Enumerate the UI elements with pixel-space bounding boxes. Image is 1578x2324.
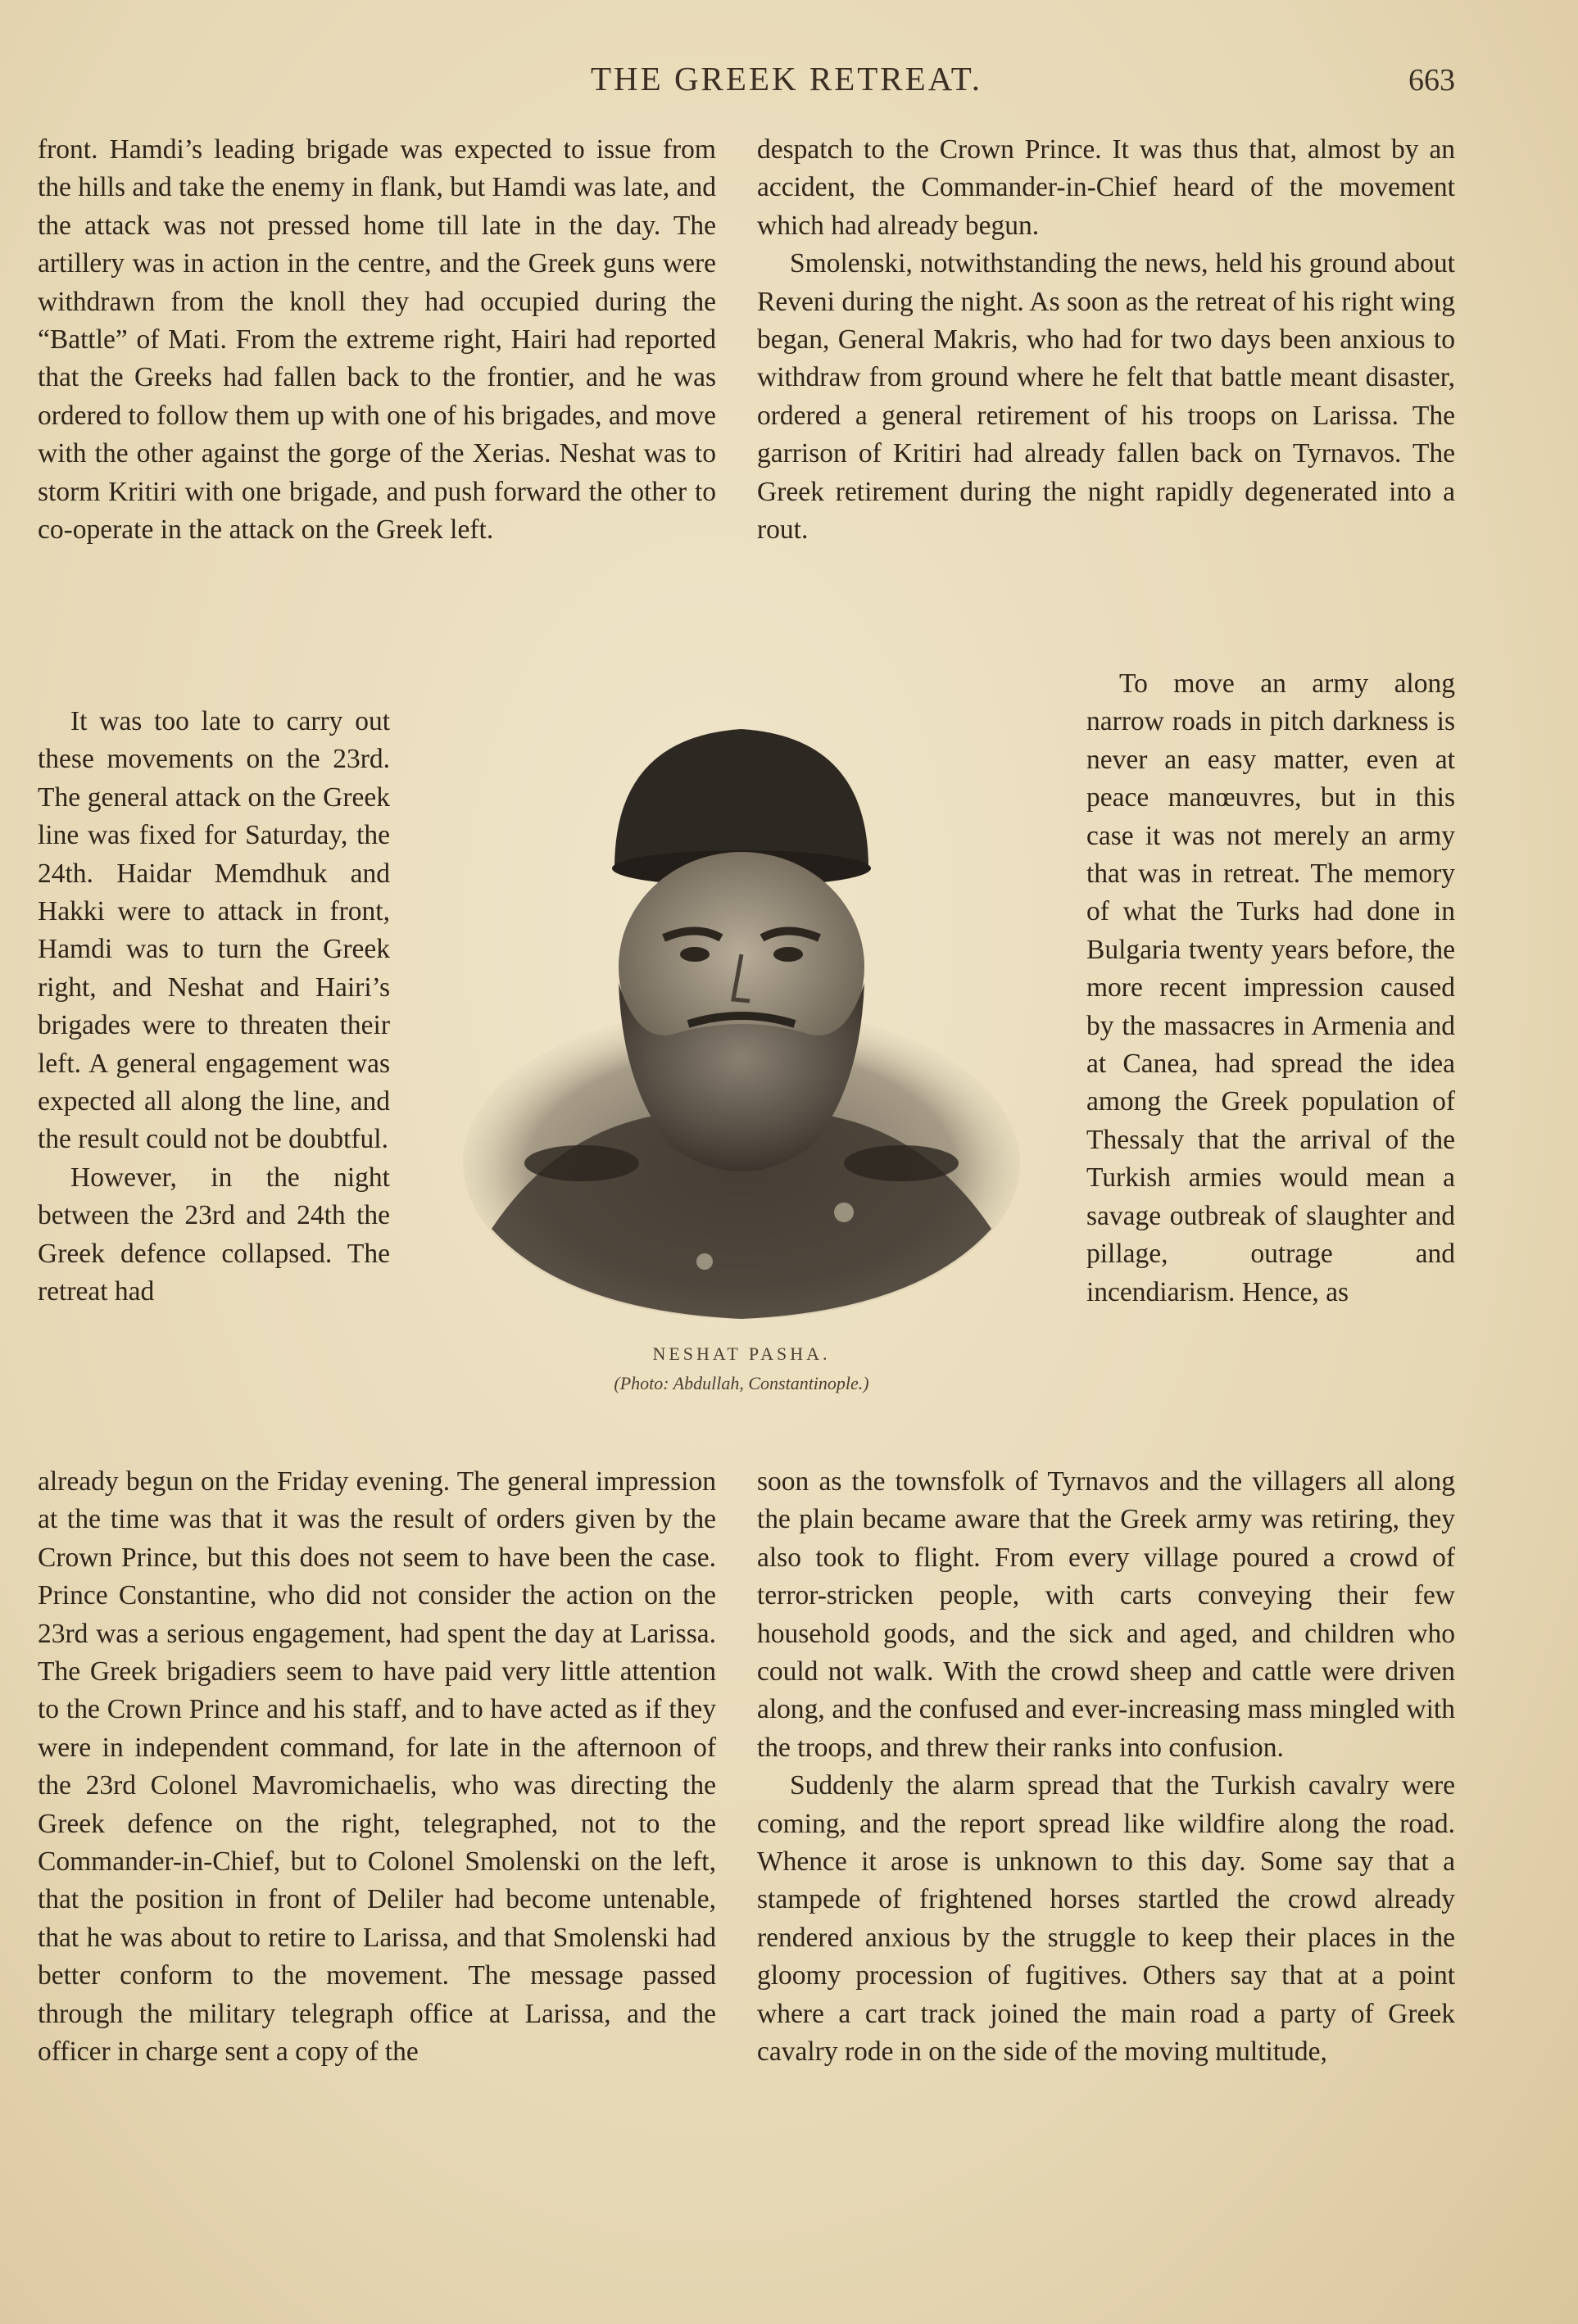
page-title: THE GREEK RETREAT. [591, 60, 982, 97]
paragraph: already begun on the Friday evening. The general impression at the time was that it was the result of orders given by the Crown Prince, but this does not seem to have been the case. Prince Constantine, who did not consider the action on the 23rd was a serious engagement, had spent the day at Larissa. The Greek brigadiers seem to have paid very little attention to the Crown Prince and his staff, and to have acted as if they were in independent command, for late in the afternoon of the 23rd Colonel Mavromichaelis, who was directing the Greek defence on the right, telegraphed, not to the Commander-in-Chief, but to Colonel Smolenski on the left, that the position in front of Deliler had become untenable, that he was about to retire to Larissa, and that Smolenski had better conform to the movement. The message passed through the military telegraph office at Larissa, and the officer in charge sent a copy of the [38, 1466, 716, 2068]
caption-name: NESHAT PASHA. [652, 1343, 831, 1364]
right-column-bottom [757, 1463, 1455, 2072]
portrait-engraving-icon [459, 704, 1024, 1327]
caption-credit: (Photo: Abdullah, Constantinople.) [614, 1373, 869, 1393]
left-column-top [38, 131, 716, 549]
paragraph: despatch to the Crown Prince. It was thus that, almost by an accident, the Commander-in-Chief heard of the movement which had already begun. [757, 134, 1455, 241]
right-column-top [757, 131, 1455, 549]
paragraph: front. Hamdi’s leading brigade was expected to issue from the hills and take the enemy in flank, but Hamdi was late, and the attack was not pressed home till late in the day. The artillery was in action in the centre, and the Greek guns were withdrawn from the knoll they had occupied during the “Battle” of Mati. From the extreme right, Hairi had reported that the Greeks had fallen back to the frontier, and he was ordered to follow them up with one of his brigades, and move with the other against the gorge of the Xerias. Neshat was to storm Kritiri with one brigade, and push forward the other to co-operate in the attack on the Greek left. [38, 134, 717, 546]
paragraph: Smolenski, notwithstanding the news, held his ground about Reveni during the night. As soon as the retreat of his right wing began, General Makris, who had for two days been anxious to withdraw from ground where he felt that battle meant disaster, ordered a general retirement of his troops on Larissa. The garrison of Kritiri had already fallen back on Tyrnavos. The Greek retirement during the night rapidly degenerated into a rout. [757, 248, 1455, 546]
paragraph: However, in the night between the 23rd and 24th the Greek defence collapsed. The retreat had [38, 1162, 390, 1307]
figure-caption [459, 1343, 1024, 1394]
right-column-wrap [1086, 665, 1455, 1311]
paragraph: It was too late to carry out these movements on the 23rd. The general attack on the Greek line was fixed for Saturday, the 24th. Haidar Memdhuk and Hakki were to attack in front, Hamdi was to turn the Greek right, and Neshat and Hairi’s brigades were to threaten their left. A general engagement was expected all along the line, and the result could not be doubtful. [38, 706, 390, 1155]
paragraph: soon as the townsfolk of Tyrnavos and the villagers all along the plain became aware that the Greek army was retiring, they also took to flight. From every village poured a crowd of terror-stricken people, with carts conveying their few household goods, and the sick and aged, and children who could not walk. With the crowd sheep and cattle were driven along, and the confused and ever-increasing mass mingled with the troops, and threw their ranks into confusion. [757, 1466, 1455, 1763]
running-head [0, 59, 1578, 108]
paragraph: To move an army along narrow roads in pitch darkness is never an easy matter, even at peace manœuvres, but in this case it was not merely an army that was in retreat. The memory of what the Turks had done in Bulgaria twenty years before, the more recent impression caused by the massacres in Armenia and at Canea, had spread the idea among the Greek population of Thessaly that the arrival of the Turkish armies would mean a savage outbreak of slaughter and pillage, outrage and incendiarism. Hence, as [1086, 668, 1455, 1307]
page-number: 663 [1408, 63, 1455, 97]
paragraph: Suddenly the alarm spread that the Turkish cavalry were coming, and the report spread like wildfire along the road. Whence it arose is unknown to this day. Some say that a stampede of frightened horses startled the crowd already rendered anxious by the struggle to keep their places in the gloomy procession of fugitives. Others say that at a point where a cart track joined the main road a party of Greek cavalry rode in on the side of the moving multitude, [757, 1770, 1455, 2068]
left-column-wrap [38, 703, 390, 1311]
left-column-bottom [38, 1463, 716, 2072]
